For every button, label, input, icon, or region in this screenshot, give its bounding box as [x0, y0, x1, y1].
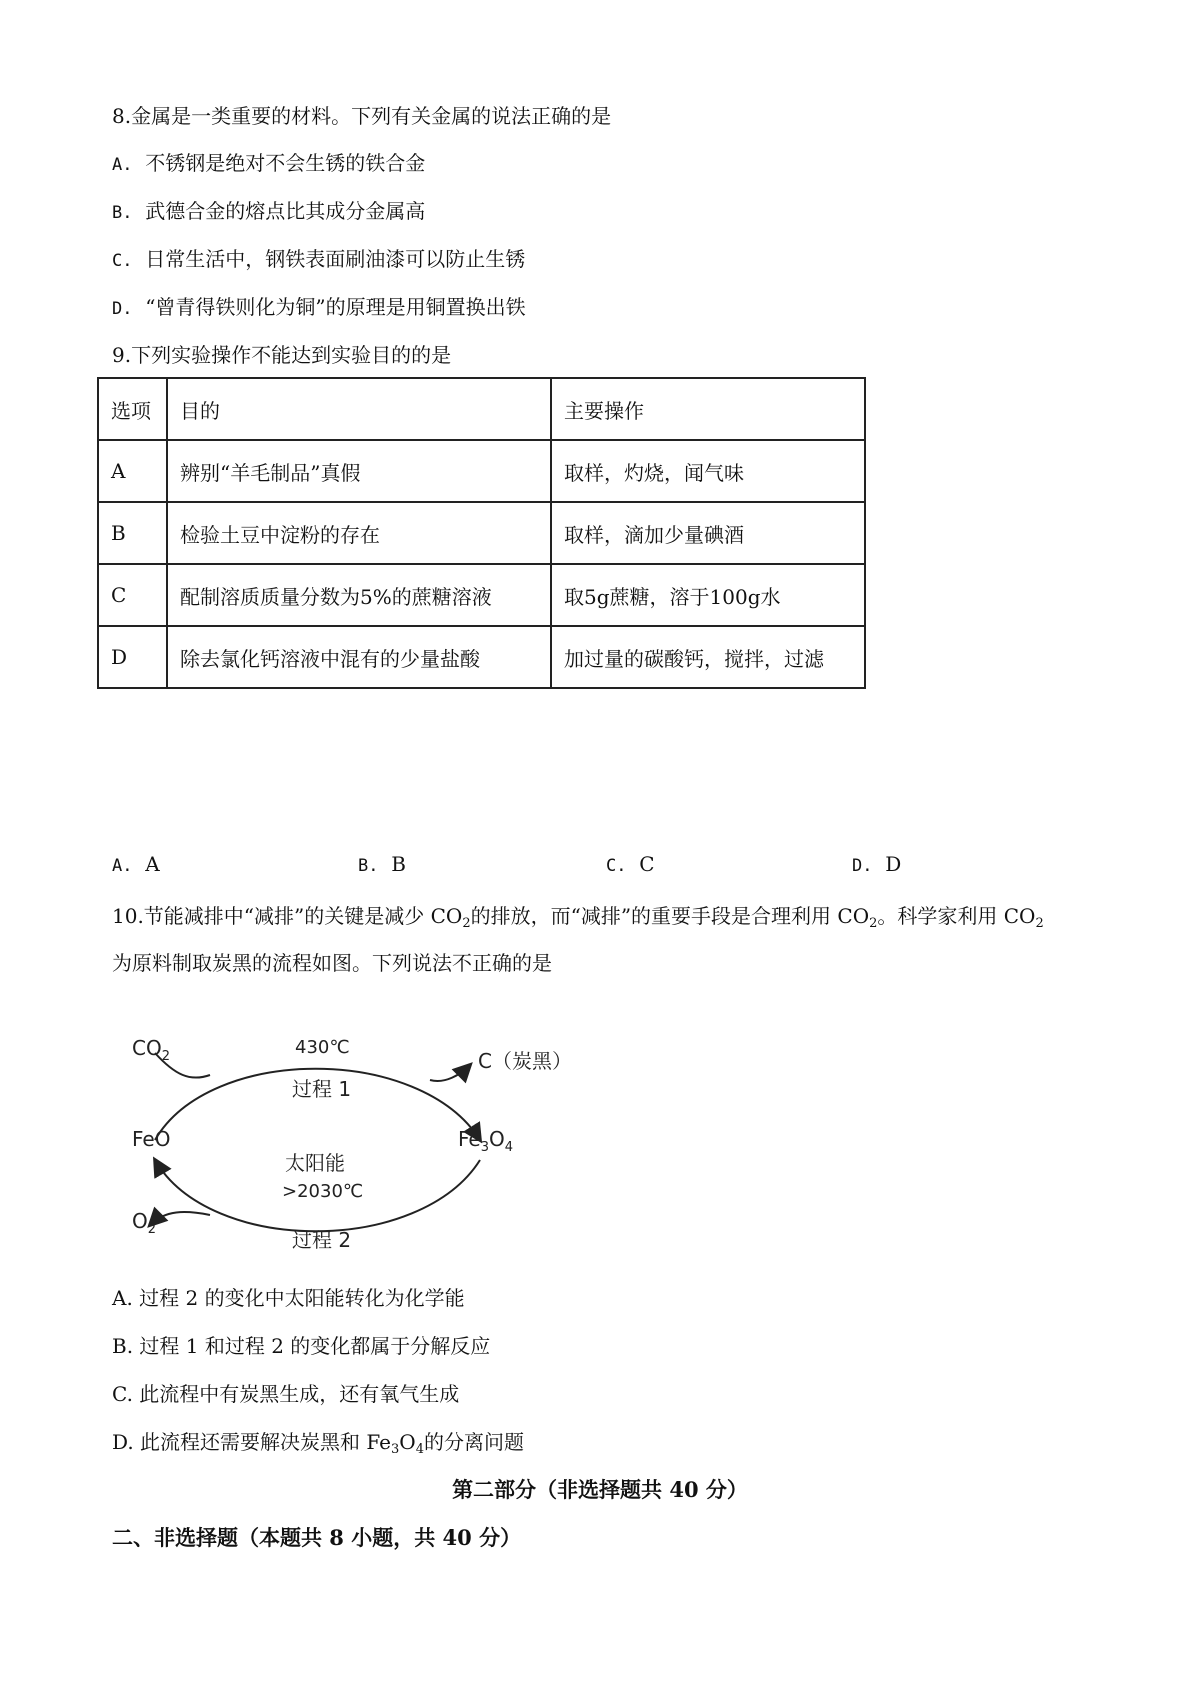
table-cell: 检验土豆中淀粉的存在 — [167, 502, 551, 564]
fe3o4-label: $Fe_3O_4$ — [458, 1127, 514, 1155]
table-header-cell: 选项 — [98, 378, 167, 440]
subscript: 4 — [415, 1442, 424, 1457]
subscript: 2 — [462, 916, 471, 931]
table-cell: A — [98, 440, 167, 502]
q9-answer-c — [606, 852, 655, 876]
process2-label: 过程 2 — [292, 1228, 352, 1252]
o2-label: $O_2$ — [132, 1209, 157, 1237]
option-letter: D. — [852, 856, 873, 876]
co2-label: $CO_2$ — [132, 1036, 170, 1064]
table-cell: 除去氯化钙溶液中混有的少量盐酸 — [167, 626, 551, 688]
option-letter: B. — [112, 203, 133, 223]
q10-stem — [112, 900, 1044, 931]
stem-part: 10.节能减排中“减排”的关键是减少 CO — [112, 904, 463, 928]
option-part: O — [399, 1430, 416, 1454]
table-cell: 加过量的碳酸钙，搅拌，过滤 — [551, 626, 865, 688]
option-text: “曾青得铁则化为铜”的原理是用铜置换出铁 — [145, 295, 526, 319]
c-out-arrow — [430, 1065, 470, 1081]
table-row — [98, 564, 865, 626]
q9-answer-b — [358, 852, 406, 876]
table-cell: C — [98, 564, 167, 626]
q10-option-d — [112, 1426, 524, 1457]
option-letter: A. — [112, 155, 133, 175]
stem-part: 。科学家利用 CO — [877, 904, 1036, 928]
option-part: D. 此流程还需要解决炭黑和 Fe — [112, 1430, 392, 1454]
table-cell: 辨别“羊毛制品”真假 — [167, 440, 551, 502]
q10-option-a: A. 过程 2 的变化中太阳能转化为化学能 — [112, 1286, 465, 1310]
q8-option-d — [112, 291, 526, 320]
table-cell: 取样，滴加少量碘酒 — [551, 502, 865, 564]
subscript: 2 — [1035, 916, 1044, 931]
table-cell: D — [98, 626, 167, 688]
q9-stem: 9.下列实验操作不能达到实验目的的是 — [112, 343, 452, 367]
table-cell: 配制溶质质量分数为5%的蔗糖溶液 — [167, 564, 551, 626]
q10-option-c: C. 此流程中有炭黑生成，还有氧气生成 — [112, 1382, 460, 1406]
temp1-label: 430℃ — [295, 1037, 350, 1058]
option-letter: B. — [358, 856, 379, 876]
option-letter: C. — [112, 251, 133, 271]
option-part: 的分离问题 — [423, 1430, 524, 1454]
option-text: B — [391, 852, 406, 876]
table-header-cell: 主要操作 — [551, 378, 865, 440]
q10-option-b: B. 过程 1 和过程 2 的变化都属于分解反应 — [112, 1334, 491, 1358]
q9-answer-d — [852, 852, 901, 876]
q10-stem-line2: 为原料制取炭黑的流程如图。下列说法不正确的是 — [112, 951, 552, 975]
q8-stem: 8.金属是一类重要的材料。下列有关金属的说法正确的是 — [112, 104, 612, 128]
o2-out-arrow — [150, 1212, 210, 1225]
option-text: 日常生活中，钢铁表面刷油漆可以防止生锈 — [145, 247, 526, 271]
q8-option-c — [112, 243, 525, 272]
table-header-row — [98, 378, 865, 440]
table-cell: B — [98, 502, 167, 564]
table-row — [98, 440, 865, 502]
q8-option-b — [112, 195, 425, 224]
option-text: D — [885, 852, 902, 876]
option-letter: D. — [112, 299, 133, 319]
part2-section-heading: 二、非选择题（本题共 8 小题，共 40 分） — [112, 1525, 522, 1550]
subscript: 2 — [869, 916, 878, 931]
option-letter: C. — [606, 856, 627, 876]
part2-title: 第二部分（非选择题共 40 分） — [452, 1477, 748, 1502]
option-text: A — [145, 852, 160, 876]
solar-label: 太阳能 — [285, 1151, 345, 1175]
option-letter: A. — [112, 856, 133, 876]
table-header-cell: 目的 — [167, 378, 551, 440]
option-text: C — [639, 852, 655, 876]
q9-answer-a — [112, 852, 160, 876]
q9-table — [97, 377, 866, 689]
subscript: 3 — [391, 1442, 400, 1457]
flow-diagram — [110, 1010, 610, 1260]
table-row — [98, 626, 865, 688]
option-text: 不锈钢是绝对不会生锈的铁合金 — [145, 151, 426, 175]
stem-part: 的排放，而“减排”的重要手段是合理利用 CO — [470, 904, 870, 928]
c-black-label: C（炭黑） — [478, 1049, 572, 1073]
table-row — [98, 502, 865, 564]
temp2-label: >2030℃ — [282, 1181, 364, 1202]
option-text: 武德合金的熔点比其成分金属高 — [145, 199, 426, 223]
table-cell: 取5g蔗糖，溶于100g水 — [551, 564, 865, 626]
table-cell: 取样，灼烧，闻气味 — [551, 440, 865, 502]
q8-option-a — [112, 147, 425, 176]
process1-label: 过程 1 — [292, 1077, 352, 1101]
feo-label: FeO — [132, 1127, 171, 1151]
